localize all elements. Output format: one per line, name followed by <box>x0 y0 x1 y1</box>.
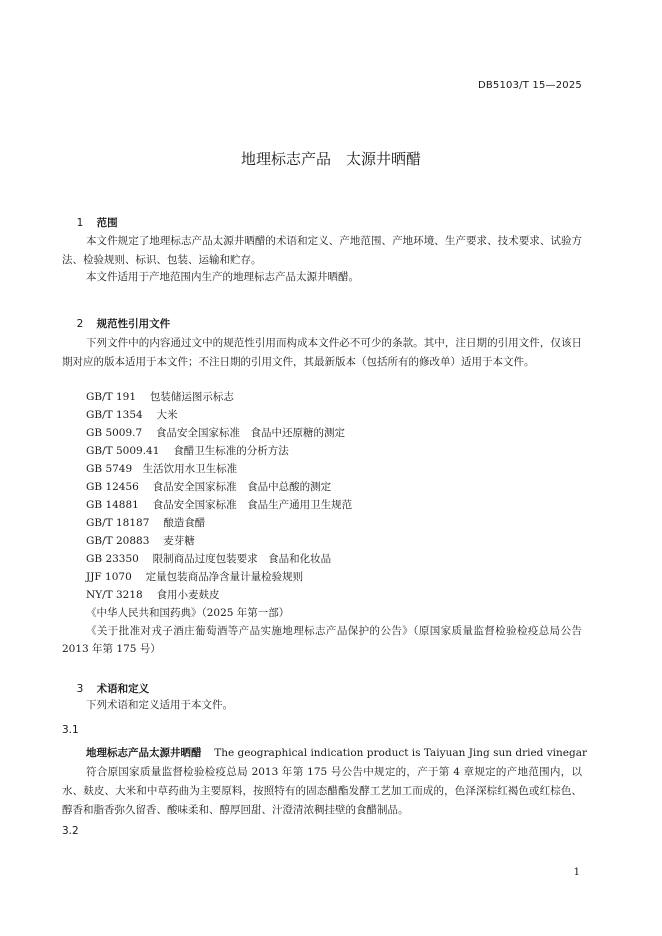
subsection-3-2: 3.2 <box>62 825 79 837</box>
subsection-3-1: 3.1 <box>62 724 79 736</box>
reference-item: GB 5749 生活饮用水卫生标准 <box>86 463 238 475</box>
reference-item: JJF 1070 定量包装商品净含量计量检验规则 <box>86 571 304 583</box>
standard-code: DB5103/T 15—2025 <box>477 80 582 91</box>
reference-item: GB 12456 食品安全国家标准 食品中总酸的测定 <box>86 481 332 493</box>
document-title: 地理标志产品 太源井晒醋 <box>240 150 421 168</box>
reference-item: NY/T 3218 食用小麦麸皮 <box>86 589 220 601</box>
term-definition: 符合原国家质量监督检验检疫总局 2013 年第 175 号公告中规定的，产于第 4 章规定的产地范围内，以水、麸皮、大米和中草药曲为主要原料，按照特有的固态醋酯发酵工艺加工而成的，色泽深棕红褐色或红棕色、醇香和脂香弥久留香、酸味柔和、醇厚回甜、汁澄清浓稠挂壁的食醋制品。 <box>62 766 582 816</box>
section-title: 术语和定义 <box>96 683 150 695</box>
reference-item: GB/T 191 包装储运图示标志 <box>86 391 234 403</box>
terms-intro: 下列术语和定义适用于本文件。 <box>86 699 233 711</box>
scope-paragraph: 本文件规定了地理标志产品太源井晒醋的术语和定义、产地范围、产地环境、生产要求、技术要求、试验方法、检验规则、标识、包装、运输和贮存。 <box>62 235 582 266</box>
reference-item: GB 14881 食品安全国家标准 食品生产通用卫生规范 <box>86 499 353 511</box>
section-number: 3 <box>76 683 84 695</box>
reference-item: GB 23350 限制商品过度包装要求 食品和化妆品 <box>86 553 332 565</box>
reference-item: GB 5009.7 食品安全国家标准 食品中还原糖的测定 <box>86 427 346 439</box>
term-chinese: 地理标志产品太源井晒醋 <box>86 747 202 759</box>
section-title: 规范性引用文件 <box>96 318 171 330</box>
reference-item: GB/T 20883 麦芽糖 <box>86 535 195 547</box>
reference-item-announcement: 《关于批准对戎子酒庄葡萄酒等产品实施地理标志产品保护的公告》（原国家质量监督检验检疫总局公告 2013 年第 175 号） <box>62 625 582 655</box>
reference-item: GB/T 5009.41 食醋卫生标准的分析方法 <box>86 445 289 457</box>
term-english: The geographical indication product is Taiyuan Jing sun dried vinegar <box>214 747 587 759</box>
term-entry <box>86 744 587 763</box>
section-number: 2 <box>76 318 84 330</box>
section-number: 1 <box>76 217 84 229</box>
reference-item: 《中华人民共和国药典》（2025 年第一部） <box>86 607 290 619</box>
reference-item: GB/T 1354 大米 <box>86 409 178 421</box>
references-intro: 下列文件中的内容通过文中的规范性引用而构成本文件必不可少的条款。其中，注日期的引用文件，仅该日期对应的版本适用于本文件；不注日期的引用文件，其最新版本（包括所有的修改单）适用于本文件。 <box>62 337 582 368</box>
page-number: 1 <box>573 867 580 878</box>
section-title: 范围 <box>96 217 118 229</box>
scope-applicability: 本文件适用于产地范围内生产的地理标志产品太源井晒醋。 <box>86 271 359 283</box>
reference-item: GB/T 18187 酿造食醋 <box>86 517 206 529</box>
